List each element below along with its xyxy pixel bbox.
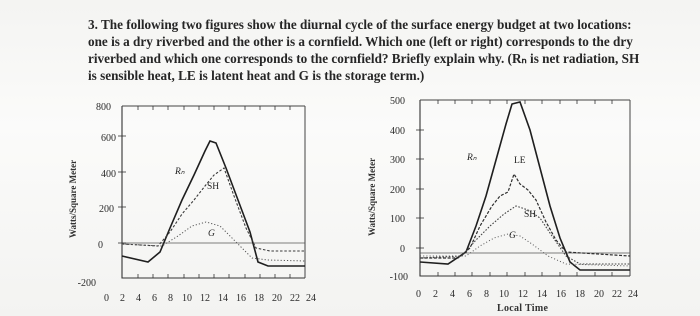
right-ytick-300: 300 <box>390 155 405 166</box>
left-xtick-18: 18 <box>254 293 264 304</box>
left-xtick-10: 10 <box>182 293 192 304</box>
right-xtick-6: 6 <box>467 289 472 300</box>
question-line-3: riverbed and which one corresponds to the cornfield? Briefly explain why. (Rₙ is net radiation, SH <box>88 51 640 66</box>
right-label-sh: SH <box>524 210 537 220</box>
right-y-axis-label: Watts/Square Meter <box>367 157 377 236</box>
right-xtick-4: 4 <box>450 289 455 300</box>
left-xtick-12: 12 <box>200 293 210 304</box>
right-ytick-100: 100 <box>390 214 405 225</box>
left-ytick-400: 400 <box>101 169 116 180</box>
left-xtick-6: 6 <box>152 293 157 304</box>
right-label-g: G <box>509 231 516 241</box>
left-ytick-neg200: -200 <box>77 278 96 289</box>
right-x-ticks <box>416 289 638 300</box>
left-ytick-0: 0 <box>98 240 103 251</box>
right-xtick-10: 10 <box>499 289 509 300</box>
left-ytick-600: 600 <box>101 133 116 144</box>
right-rn-curve <box>420 102 630 270</box>
left-y-axis-label: Watts/Square Meter <box>68 159 78 238</box>
left-xtick-24: 24 <box>306 293 316 304</box>
left-ytick-200: 200 <box>99 204 114 215</box>
question-line-2: one is a dry riverbed and the other is a cornfield. Which one (left or right) corresponds to the dry <box>88 34 633 49</box>
left-xtick-8: 8 <box>168 293 173 304</box>
left-label-rn: Rₙ <box>175 167 185 177</box>
right-label-rn: Rₙ <box>467 153 477 163</box>
left-xtick-2: 2 <box>120 293 125 304</box>
right-xtick-12: 12 <box>518 289 528 300</box>
right-xtick-2: 2 <box>433 289 438 300</box>
right-xtick-16: 16 <box>556 289 566 300</box>
right-xtick-0: 0 <box>416 289 421 300</box>
left-xtick-0: 0 <box>104 293 109 304</box>
right-x-tick-marks <box>438 100 612 276</box>
question-line-4: is sensible heat, LE is latent heat and G is the storage term.) <box>88 68 425 83</box>
right-xtick-8: 8 <box>484 289 489 300</box>
right-y-ticks <box>390 96 408 283</box>
right-label-le: LE <box>514 156 526 166</box>
left-xtick-14: 14 <box>218 293 228 304</box>
left-xtick-4: 4 <box>136 293 141 304</box>
right-x-axis-label: Local Time <box>497 303 549 314</box>
right-xtick-24: 24 <box>628 289 638 300</box>
left-xtick-20: 20 <box>272 293 282 304</box>
right-xtick-18: 18 <box>575 289 585 300</box>
right-ytick-500: 500 <box>390 96 405 107</box>
left-xtick-16: 16 <box>236 293 246 304</box>
right-ytick-0: 0 <box>400 244 405 255</box>
right-xtick-22: 22 <box>612 289 622 300</box>
left-xtick-22: 22 <box>290 293 300 304</box>
right-ytick-neg100: -100 <box>389 272 408 283</box>
right-axes <box>420 100 630 276</box>
right-ytick-400: 400 <box>390 126 405 137</box>
left-label-sh: SH <box>207 182 220 192</box>
question-line-1: 3. The following two figures show the diurnal cycle of the surface energy budget at two locations: <box>88 17 632 32</box>
right-xtick-14: 14 <box>537 289 547 300</box>
right-ytick-200: 200 <box>390 185 405 196</box>
left-label-g: G <box>208 229 215 239</box>
right-xtick-20: 20 <box>594 289 604 300</box>
left-ytick-800: 800 <box>96 102 111 113</box>
